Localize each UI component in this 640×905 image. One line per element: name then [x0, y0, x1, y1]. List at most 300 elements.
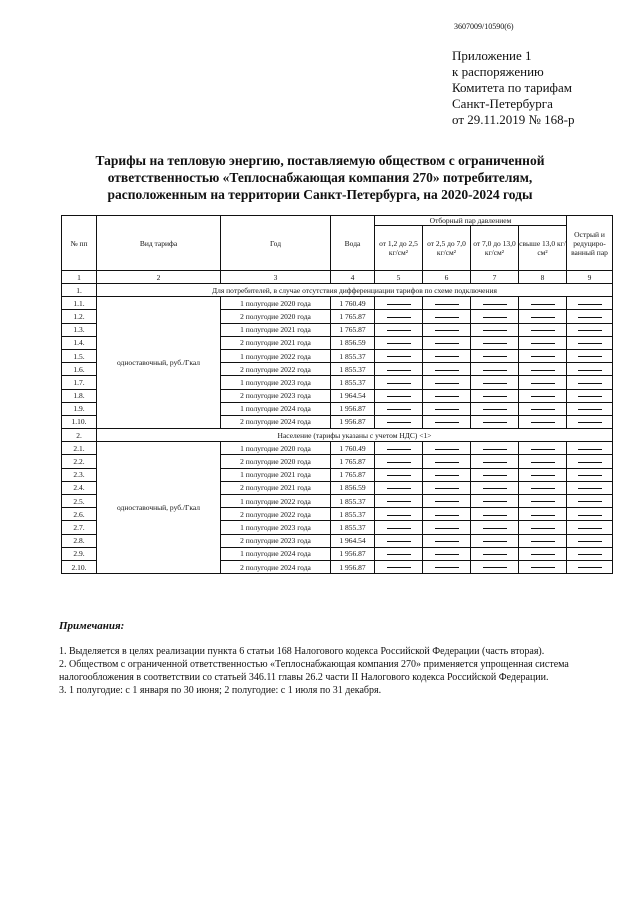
dash-mark — [531, 501, 555, 502]
water-tariff: 1 765.87 — [331, 310, 375, 323]
dash-mark — [483, 554, 507, 555]
dash-mark — [435, 383, 459, 384]
dash-cell — [375, 481, 423, 494]
dash-cell — [471, 468, 519, 481]
dash-cell — [375, 534, 423, 547]
row-year: 2 полугодие 2022 года — [221, 508, 331, 521]
dash-cell — [471, 547, 519, 560]
dash-mark — [531, 343, 555, 344]
dash-mark — [531, 356, 555, 357]
dash-mark — [483, 567, 507, 568]
column-number: 9 — [567, 271, 613, 284]
water-tariff: 1 765.87 — [331, 468, 375, 481]
dash-cell — [567, 468, 613, 481]
row-number: 2.3. — [62, 468, 97, 481]
dash-cell — [567, 521, 613, 534]
header-steam-3: от 7,0 до 13,0 кг/см² — [471, 226, 519, 271]
dash-cell — [375, 415, 423, 428]
dash-cell — [471, 508, 519, 521]
dash-mark — [435, 409, 459, 410]
dash-cell — [375, 349, 423, 362]
row-year: 2 полугодие 2024 года — [221, 560, 331, 573]
table-body — [62, 271, 613, 574]
dash-cell — [471, 323, 519, 336]
dash-cell — [567, 534, 613, 547]
appendix-line: от 29.11.2019 № 168-р — [452, 112, 575, 127]
section-number: 2. — [62, 429, 97, 442]
dash-mark — [387, 501, 411, 502]
dash-mark — [531, 383, 555, 384]
dash-mark — [483, 396, 507, 397]
dash-cell — [471, 455, 519, 468]
dash-mark — [435, 462, 459, 463]
water-tariff: 1 956.87 — [331, 402, 375, 415]
note-item: 2. Обществом с ограниченной ответственностью «Теплоснабжающая компания 270» применяется упрощенная система налогообложения в соответствии со статьей 346.11 главы 26.2 части II Налогового кодекса Российской Федерации. — [59, 659, 569, 683]
dash-cell — [567, 560, 613, 573]
dash-cell — [375, 468, 423, 481]
dash-cell — [567, 495, 613, 508]
dash-cell — [519, 442, 567, 455]
dash-mark — [387, 541, 411, 542]
dash-mark — [531, 462, 555, 463]
dash-mark — [531, 396, 555, 397]
dash-mark — [387, 343, 411, 344]
dash-cell — [567, 442, 613, 455]
dash-cell — [423, 521, 471, 534]
column-numbers-row — [62, 271, 613, 284]
row-number: 1.8. — [62, 389, 97, 402]
dash-mark — [483, 449, 507, 450]
row-year: 2 полугодие 2024 года — [221, 415, 331, 428]
dash-mark — [531, 515, 555, 516]
column-number: 2 — [97, 271, 221, 284]
dash-cell — [567, 389, 613, 402]
header-steam-1: от 1,2 до 2,5 кг/см² — [375, 226, 423, 271]
dash-mark — [483, 462, 507, 463]
dash-mark — [387, 462, 411, 463]
dash-cell — [423, 376, 471, 389]
dash-cell — [567, 455, 613, 468]
row-number: 1.4. — [62, 336, 97, 349]
dash-cell — [423, 349, 471, 362]
dash-cell — [519, 468, 567, 481]
dash-mark — [387, 475, 411, 476]
dash-cell — [375, 402, 423, 415]
dash-cell — [471, 534, 519, 547]
dash-cell — [423, 323, 471, 336]
column-number: 4 — [331, 271, 375, 284]
column-number: 3 — [221, 271, 331, 284]
dash-mark — [435, 554, 459, 555]
water-tariff: 1 956.87 — [331, 415, 375, 428]
section-number: 1. — [62, 284, 97, 297]
water-tariff: 1 855.37 — [331, 508, 375, 521]
dash-cell — [423, 547, 471, 560]
dash-cell — [519, 323, 567, 336]
row-number: 2.4. — [62, 481, 97, 494]
document-number: 3607009/10590(6) — [454, 22, 514, 31]
row-number: 1.3. — [62, 323, 97, 336]
dash-cell — [375, 521, 423, 534]
dash-cell — [471, 495, 519, 508]
dash-mark — [435, 528, 459, 529]
dash-cell — [519, 547, 567, 560]
header-water: Вода — [331, 216, 375, 271]
dash-mark — [387, 383, 411, 384]
dash-cell — [519, 534, 567, 547]
row-number: 2.8. — [62, 534, 97, 547]
water-tariff: 1 855.37 — [331, 495, 375, 508]
dash-cell — [471, 376, 519, 389]
header-year: Год — [221, 216, 331, 271]
row-year: 1 полугодие 2022 года — [221, 495, 331, 508]
dash-mark — [483, 317, 507, 318]
dash-mark — [387, 317, 411, 318]
dash-cell — [423, 389, 471, 402]
column-number: 1 — [62, 271, 97, 284]
row-number: 1.2. — [62, 310, 97, 323]
header-num: № пп — [62, 216, 97, 271]
appendix-line: к распоряжению — [452, 64, 544, 79]
header-sharp-steam: Острый и редуциро-ванный пар — [567, 216, 613, 271]
row-year: 1 полугодие 2021 года — [221, 468, 331, 481]
section-title: Население (тарифы указаны с учетом НДС) <1> — [97, 429, 613, 442]
row-number: 2.1. — [62, 442, 97, 455]
dash-mark — [578, 356, 602, 357]
dash-mark — [387, 330, 411, 331]
dash-cell — [519, 376, 567, 389]
dash-cell — [471, 363, 519, 376]
row-year: 1 полугодие 2024 года — [221, 547, 331, 560]
row-year: 1 полугодие 2021 года — [221, 323, 331, 336]
dash-cell — [567, 323, 613, 336]
dash-mark — [387, 370, 411, 371]
dash-mark — [483, 409, 507, 410]
water-tariff: 1 760.49 — [331, 442, 375, 455]
appendix-line: Приложение 1 — [452, 48, 532, 63]
dash-cell — [375, 495, 423, 508]
dash-cell — [423, 495, 471, 508]
dash-mark — [578, 370, 602, 371]
dash-cell — [375, 560, 423, 573]
dash-cell — [519, 297, 567, 310]
section-row — [62, 284, 613, 297]
row-number: 1.9. — [62, 402, 97, 415]
dash-mark — [387, 567, 411, 568]
header-steam-2: от 2,5 до 7,0 кг/см² — [423, 226, 471, 271]
dash-cell — [375, 297, 423, 310]
dash-cell — [519, 481, 567, 494]
dash-cell — [423, 442, 471, 455]
dash-mark — [387, 396, 411, 397]
dash-mark — [578, 488, 602, 489]
dash-cell — [567, 508, 613, 521]
dash-mark — [387, 488, 411, 489]
dash-mark — [387, 409, 411, 410]
row-year: 1 полугодие 2020 года — [221, 442, 331, 455]
water-tariff: 1 964.54 — [331, 534, 375, 547]
column-number: 5 — [375, 271, 423, 284]
appendix-line: Комитета по тарифам — [452, 80, 572, 95]
dash-cell — [471, 481, 519, 494]
row-number: 1.7. — [62, 376, 97, 389]
dash-mark — [578, 449, 602, 450]
row-year: 2 полугодие 2023 года — [221, 534, 331, 547]
dash-cell — [519, 495, 567, 508]
dash-cell — [423, 363, 471, 376]
dash-mark — [483, 330, 507, 331]
dash-mark — [435, 356, 459, 357]
dash-mark — [387, 515, 411, 516]
dash-cell — [567, 415, 613, 428]
dash-mark — [435, 488, 459, 489]
water-tariff: 1 964.54 — [331, 389, 375, 402]
dash-cell — [567, 402, 613, 415]
dash-mark — [578, 541, 602, 542]
row-number: 2.5. — [62, 495, 97, 508]
dash-mark — [578, 330, 602, 331]
dash-cell — [567, 297, 613, 310]
dash-mark — [578, 515, 602, 516]
notes-title: Примечания: — [59, 620, 125, 632]
dash-mark — [531, 475, 555, 476]
dash-mark — [387, 528, 411, 529]
dash-cell — [519, 560, 567, 573]
water-tariff: 1 956.87 — [331, 560, 375, 573]
dash-cell — [471, 349, 519, 362]
dash-mark — [578, 528, 602, 529]
dash-cell — [567, 481, 613, 494]
row-year: 2 полугодие 2021 года — [221, 336, 331, 349]
note-item: 1. Выделяется в целях реализации пункта 6 статьи 168 Налогового кодекса Российской Федерации (часть вторая). — [59, 646, 545, 657]
dash-cell — [567, 336, 613, 349]
section-title: Для потребителей, в случае отсутствия дифференциации тарифов по схеме подключения — [97, 284, 613, 297]
dash-cell — [519, 521, 567, 534]
row-year: 2 полугодие 2021 года — [221, 481, 331, 494]
dash-cell — [375, 442, 423, 455]
row-year: 1 полугодие 2023 года — [221, 376, 331, 389]
dash-mark — [387, 554, 411, 555]
dash-cell — [567, 349, 613, 362]
dash-mark — [531, 304, 555, 305]
dash-mark — [483, 343, 507, 344]
dash-cell — [375, 547, 423, 560]
dash-cell — [423, 560, 471, 573]
column-number: 8 — [519, 271, 567, 284]
dash-cell — [519, 363, 567, 376]
dash-mark — [531, 409, 555, 410]
dash-mark — [578, 567, 602, 568]
dash-mark — [531, 449, 555, 450]
dash-mark — [578, 396, 602, 397]
dash-mark — [531, 567, 555, 568]
dash-mark — [578, 383, 602, 384]
dash-cell — [519, 349, 567, 362]
dash-mark — [435, 515, 459, 516]
row-year: 1 полугодие 2022 года — [221, 349, 331, 362]
dash-cell — [375, 310, 423, 323]
table-row — [62, 297, 613, 310]
dash-mark — [387, 356, 411, 357]
dash-mark — [578, 304, 602, 305]
dash-mark — [435, 541, 459, 542]
dash-cell — [423, 310, 471, 323]
water-tariff: 1 765.87 — [331, 323, 375, 336]
dash-mark — [531, 541, 555, 542]
dash-cell — [519, 415, 567, 428]
dash-mark — [435, 422, 459, 423]
row-number: 2.9. — [62, 547, 97, 560]
dash-cell — [471, 560, 519, 573]
dash-cell — [519, 389, 567, 402]
row-number: 2.7. — [62, 521, 97, 534]
dash-mark — [531, 317, 555, 318]
dash-cell — [567, 363, 613, 376]
dash-cell — [519, 455, 567, 468]
water-tariff: 1 765.87 — [331, 455, 375, 468]
dash-cell — [375, 336, 423, 349]
dash-mark — [435, 567, 459, 568]
water-tariff: 1 855.37 — [331, 349, 375, 362]
dash-mark — [531, 488, 555, 489]
dash-mark — [387, 304, 411, 305]
water-tariff: 1 856.59 — [331, 481, 375, 494]
dash-mark — [483, 370, 507, 371]
dash-mark — [578, 409, 602, 410]
dash-mark — [435, 449, 459, 450]
water-tariff: 1 760.49 — [331, 297, 375, 310]
dash-mark — [531, 422, 555, 423]
dash-mark — [483, 488, 507, 489]
dash-mark — [578, 462, 602, 463]
dash-cell — [423, 481, 471, 494]
header-tariff-type: Вид тарифа — [97, 216, 221, 271]
dash-cell — [375, 376, 423, 389]
dash-mark — [578, 554, 602, 555]
dash-cell — [519, 336, 567, 349]
row-year: 1 полугодие 2023 года — [221, 521, 331, 534]
note-item: 3. 1 полугодие: с 1 января по 30 июня; 2 полугодие: с 1 июля по 31 декабря. — [59, 685, 382, 696]
dash-mark — [483, 541, 507, 542]
dash-mark — [387, 422, 411, 423]
row-year: 1 полугодие 2020 года — [221, 297, 331, 310]
tariff-table — [61, 215, 613, 574]
tariff-type-cell: одноставочный, руб./Гкал — [97, 297, 221, 429]
row-number: 2.10. — [62, 560, 97, 573]
dash-cell — [567, 547, 613, 560]
row-number: 1.1. — [62, 297, 97, 310]
dash-mark — [435, 396, 459, 397]
dash-cell — [375, 363, 423, 376]
dash-mark — [578, 422, 602, 423]
dash-mark — [531, 554, 555, 555]
row-year: 1 полугодие 2024 года — [221, 402, 331, 415]
water-tariff: 1 855.37 — [331, 521, 375, 534]
dash-mark — [483, 501, 507, 502]
dash-mark — [435, 330, 459, 331]
dash-mark — [387, 449, 411, 450]
dash-mark — [578, 317, 602, 318]
row-number: 2.6. — [62, 508, 97, 521]
dash-mark — [531, 528, 555, 529]
dash-cell — [471, 389, 519, 402]
dash-mark — [578, 501, 602, 502]
row-year: 2 полугодие 2020 года — [221, 455, 331, 468]
dash-mark — [435, 475, 459, 476]
dash-mark — [435, 317, 459, 318]
row-number: 1.6. — [62, 363, 97, 376]
dash-cell — [423, 415, 471, 428]
dash-cell — [471, 442, 519, 455]
dash-mark — [578, 475, 602, 476]
dash-mark — [483, 422, 507, 423]
dash-mark — [435, 343, 459, 344]
dash-cell — [423, 336, 471, 349]
column-number: 7 — [471, 271, 519, 284]
dash-cell — [471, 521, 519, 534]
dash-cell — [423, 508, 471, 521]
dash-cell — [423, 455, 471, 468]
document-title: Тарифы на тепловую энергию, поставляемую обществом с ограниченной ответственностью «Теплоснабжающая компания 270» потребителям, расположенным на территории Санкт-Петербурга, на 2020-2024 годы — [95, 153, 545, 202]
row-number: 1.10. — [62, 415, 97, 428]
row-number: 2.2. — [62, 455, 97, 468]
water-tariff: 1 856.59 — [331, 336, 375, 349]
dash-cell — [423, 468, 471, 481]
water-tariff: 1 855.37 — [331, 376, 375, 389]
dash-mark — [483, 304, 507, 305]
table-row — [62, 442, 613, 455]
dash-cell — [471, 297, 519, 310]
dash-mark — [483, 356, 507, 357]
notes-block — [59, 620, 599, 697]
row-year: 2 полугодие 2023 года — [221, 389, 331, 402]
dash-mark — [483, 515, 507, 516]
dash-cell — [471, 402, 519, 415]
row-year: 2 полугодие 2022 года — [221, 363, 331, 376]
dash-cell — [519, 310, 567, 323]
header-steam-group: Отборный пар давлением — [375, 216, 567, 226]
dash-cell — [567, 376, 613, 389]
dash-cell — [423, 297, 471, 310]
dash-cell — [471, 415, 519, 428]
dash-mark — [531, 330, 555, 331]
dash-cell — [375, 455, 423, 468]
dash-cell — [375, 323, 423, 336]
header-steam-4: свыше 13,0 кг/см² — [519, 226, 567, 271]
dash-mark — [578, 343, 602, 344]
water-tariff: 1 956.87 — [331, 547, 375, 560]
dash-cell — [471, 310, 519, 323]
row-year: 2 полугодие 2020 года — [221, 310, 331, 323]
appendix-block — [452, 48, 575, 128]
dash-cell — [423, 402, 471, 415]
dash-mark — [435, 501, 459, 502]
appendix-line: Санкт-Петербурга — [452, 96, 553, 111]
dash-cell — [519, 402, 567, 415]
row-number: 1.5. — [62, 349, 97, 362]
dash-mark — [435, 370, 459, 371]
dash-mark — [435, 304, 459, 305]
water-tariff: 1 855.37 — [331, 363, 375, 376]
dash-cell — [519, 508, 567, 521]
dash-mark — [483, 475, 507, 476]
section-row — [62, 429, 613, 442]
dash-cell — [567, 310, 613, 323]
dash-cell — [375, 389, 423, 402]
dash-cell — [471, 336, 519, 349]
column-number: 6 — [423, 271, 471, 284]
tariff-type-cell: одноставочный, руб./Гкал — [97, 442, 221, 574]
